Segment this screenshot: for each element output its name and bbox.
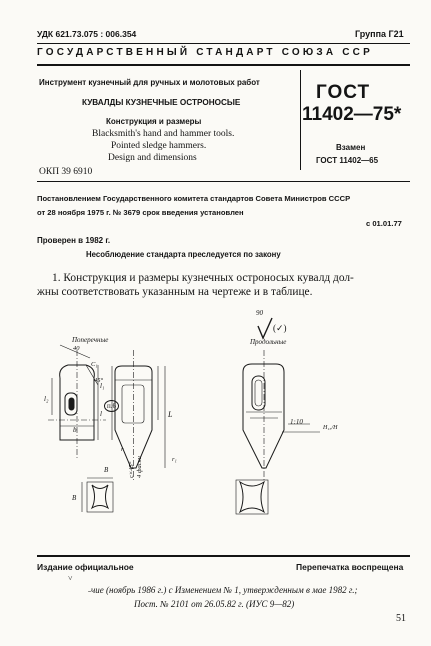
title-divider xyxy=(300,70,301,170)
dim-L: L xyxy=(168,410,173,419)
header-rule-bottom xyxy=(37,64,410,66)
chamfer-note: с×45° xyxy=(128,461,135,478)
decree-date: с 01.01.77 xyxy=(366,219,402,228)
hammer-drawing xyxy=(0,300,431,545)
official-edition: Издание официальное xyxy=(37,562,134,572)
dim-r: r xyxy=(121,446,124,453)
gost-number: 11402—75* xyxy=(302,104,402,125)
footer-rule xyxy=(37,555,410,557)
dim-l2: l₂ xyxy=(44,395,49,403)
dim-40: 40 xyxy=(73,345,80,352)
group-code: Группа Г21 xyxy=(355,29,404,39)
penalty-notice: Несоблюдение стандарта преследуется по закону xyxy=(86,250,281,259)
decree-line-2: от 28 ноября 1975 г. № 3679 срок введения установлен xyxy=(37,208,244,217)
gost-label: ГОСТ xyxy=(316,82,371,103)
paragraph-1-line-1: 1. Конструкция и размеры кузнечных остроносых кувалд дол- xyxy=(52,272,354,284)
roughness-value: 90 xyxy=(256,309,263,317)
state-standard-title: ГОСУДАРСТВЕННЫЙ СТАНДАРТ СОЮЗА ССР xyxy=(37,47,373,58)
checked-year: Проверен в 1982 г. xyxy=(37,236,111,245)
label-long: Продольные xyxy=(250,338,287,346)
header-rule-top xyxy=(37,43,410,44)
fit-note: H₁₅/H xyxy=(323,425,338,431)
paragraph-1-line-2: жны соответствовать указанным на чертеже и в таблице. xyxy=(37,286,313,298)
hole-note: п.6 xyxy=(104,400,119,412)
label-cross: Поперечные xyxy=(72,336,109,344)
decree-line-1: Постановлением Государственного комитета стандартов Совета Министров СССР xyxy=(37,194,351,203)
reissue-line-1: ˗чие (ноябрь 1986 г.) с Изменением № 1, утвержденным в мае 1982 г.; xyxy=(88,585,358,595)
title-en-1: Blacksmith's hand and hammer tools. xyxy=(92,129,235,139)
chamfer-note-2: 4 фаски xyxy=(136,456,143,478)
taper-ratio: 1:10 xyxy=(290,418,303,426)
dim-B-side: B xyxy=(72,494,77,502)
title-line-3: Конструкция и размеры xyxy=(106,117,202,126)
replaces-value: ГОСТ 11402—65 xyxy=(316,156,379,165)
page-number: 51 xyxy=(396,613,406,624)
dim-l: l xyxy=(100,410,102,418)
title-line-2: КУВАЛДЫ КУЗНЕЧНЫЕ ОСТРОНОСЫЕ xyxy=(82,98,241,107)
title-en-2: Pointed sledge hammers. xyxy=(111,141,207,151)
reissue-line-2: Пост. № 2101 от 26.05.82 г. (ИУС 9—82) xyxy=(134,599,295,609)
okp-rule xyxy=(37,181,410,182)
footer-mark: ˅ xyxy=(68,574,73,583)
okp-code: ОКП 39 6910 xyxy=(39,167,93,177)
dim-b: b xyxy=(73,426,77,434)
roughness-paren: (✓) xyxy=(273,323,287,333)
dim-l1: l₁ xyxy=(100,382,105,390)
title-line-1: Инструмент кузнечный для ручных и молотовых работ xyxy=(39,78,260,87)
dim-r1: r₁ xyxy=(172,456,177,463)
replaces-label: Взамен xyxy=(336,143,366,152)
title-en-3: Design and dimensions xyxy=(108,153,197,163)
dim-45: 45° xyxy=(94,377,104,384)
dim-c1: C₁ xyxy=(91,361,98,368)
udk-code: УДК 621.73.075 : 006.354 xyxy=(37,29,137,39)
reprint-forbidden: Перепечатка воспрещена xyxy=(296,562,404,572)
dim-B-bottom: B xyxy=(104,466,109,474)
